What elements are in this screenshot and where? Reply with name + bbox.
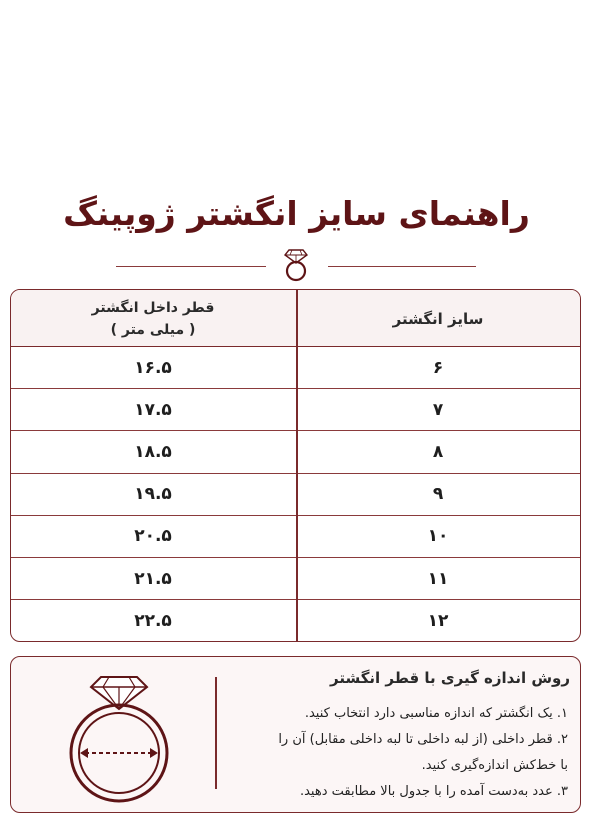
diameter-cell: ۲۰.۵ bbox=[134, 526, 172, 547]
size-cell: ۷ bbox=[432, 399, 444, 420]
title-divider-right bbox=[328, 266, 476, 267]
size-cell: ۱۰ bbox=[427, 526, 449, 547]
diameter-cell: ۲۲.۵ bbox=[134, 611, 172, 632]
size-cell: ۱۱ bbox=[427, 568, 449, 589]
size-cell: ۸ bbox=[432, 441, 444, 462]
title-divider-left bbox=[116, 266, 266, 267]
ring-icon bbox=[278, 244, 314, 282]
method-step: با خط‌کش اندازه‌گیری کنید. bbox=[421, 758, 568, 773]
method-step: ۱. یک انگشتر که اندازه مناسبی دارد انتخاب کنید. bbox=[304, 706, 568, 721]
header-ring-size: سایز انگشتر bbox=[392, 309, 484, 328]
header-diameter-unit: ( میلی متر ) bbox=[110, 321, 196, 338]
diameter-cell: ۲۱.۵ bbox=[134, 568, 172, 589]
column-divider bbox=[296, 290, 298, 641]
method-step: ۲. قطر داخلی (از لبه داخلی تا لبه داخلی مقابل) آن را bbox=[278, 732, 568, 747]
diameter-cell: ۱۷.۵ bbox=[134, 399, 172, 420]
method-step: ۳. عدد به‌دست آمده را با جدول بالا مطابقت دهید. bbox=[299, 784, 568, 799]
header-diameter-label: قطر داخل انگشتر bbox=[91, 299, 215, 316]
diameter-cell: ۱۸.۵ bbox=[134, 441, 172, 462]
diameter-cell: ۱۹.۵ bbox=[134, 484, 172, 505]
method-title: روش اندازه گیری با قطر انگشتر bbox=[329, 669, 570, 687]
page-title: راهنمای سایز انگشتر ژوپینگ bbox=[63, 194, 530, 233]
size-cell: ۹ bbox=[432, 484, 444, 505]
size-cell: ۶ bbox=[432, 357, 444, 378]
header-inner-diameter bbox=[11, 290, 295, 347]
ring-size-table bbox=[10, 289, 581, 642]
measurement-method-box bbox=[10, 656, 581, 813]
method-steps bbox=[228, 701, 568, 805]
size-cell: ۱۲ bbox=[427, 611, 449, 632]
ring-diameter-diagram-icon bbox=[63, 665, 175, 805]
diameter-cell: ۱۶.۵ bbox=[134, 357, 172, 378]
method-separator bbox=[215, 677, 217, 789]
